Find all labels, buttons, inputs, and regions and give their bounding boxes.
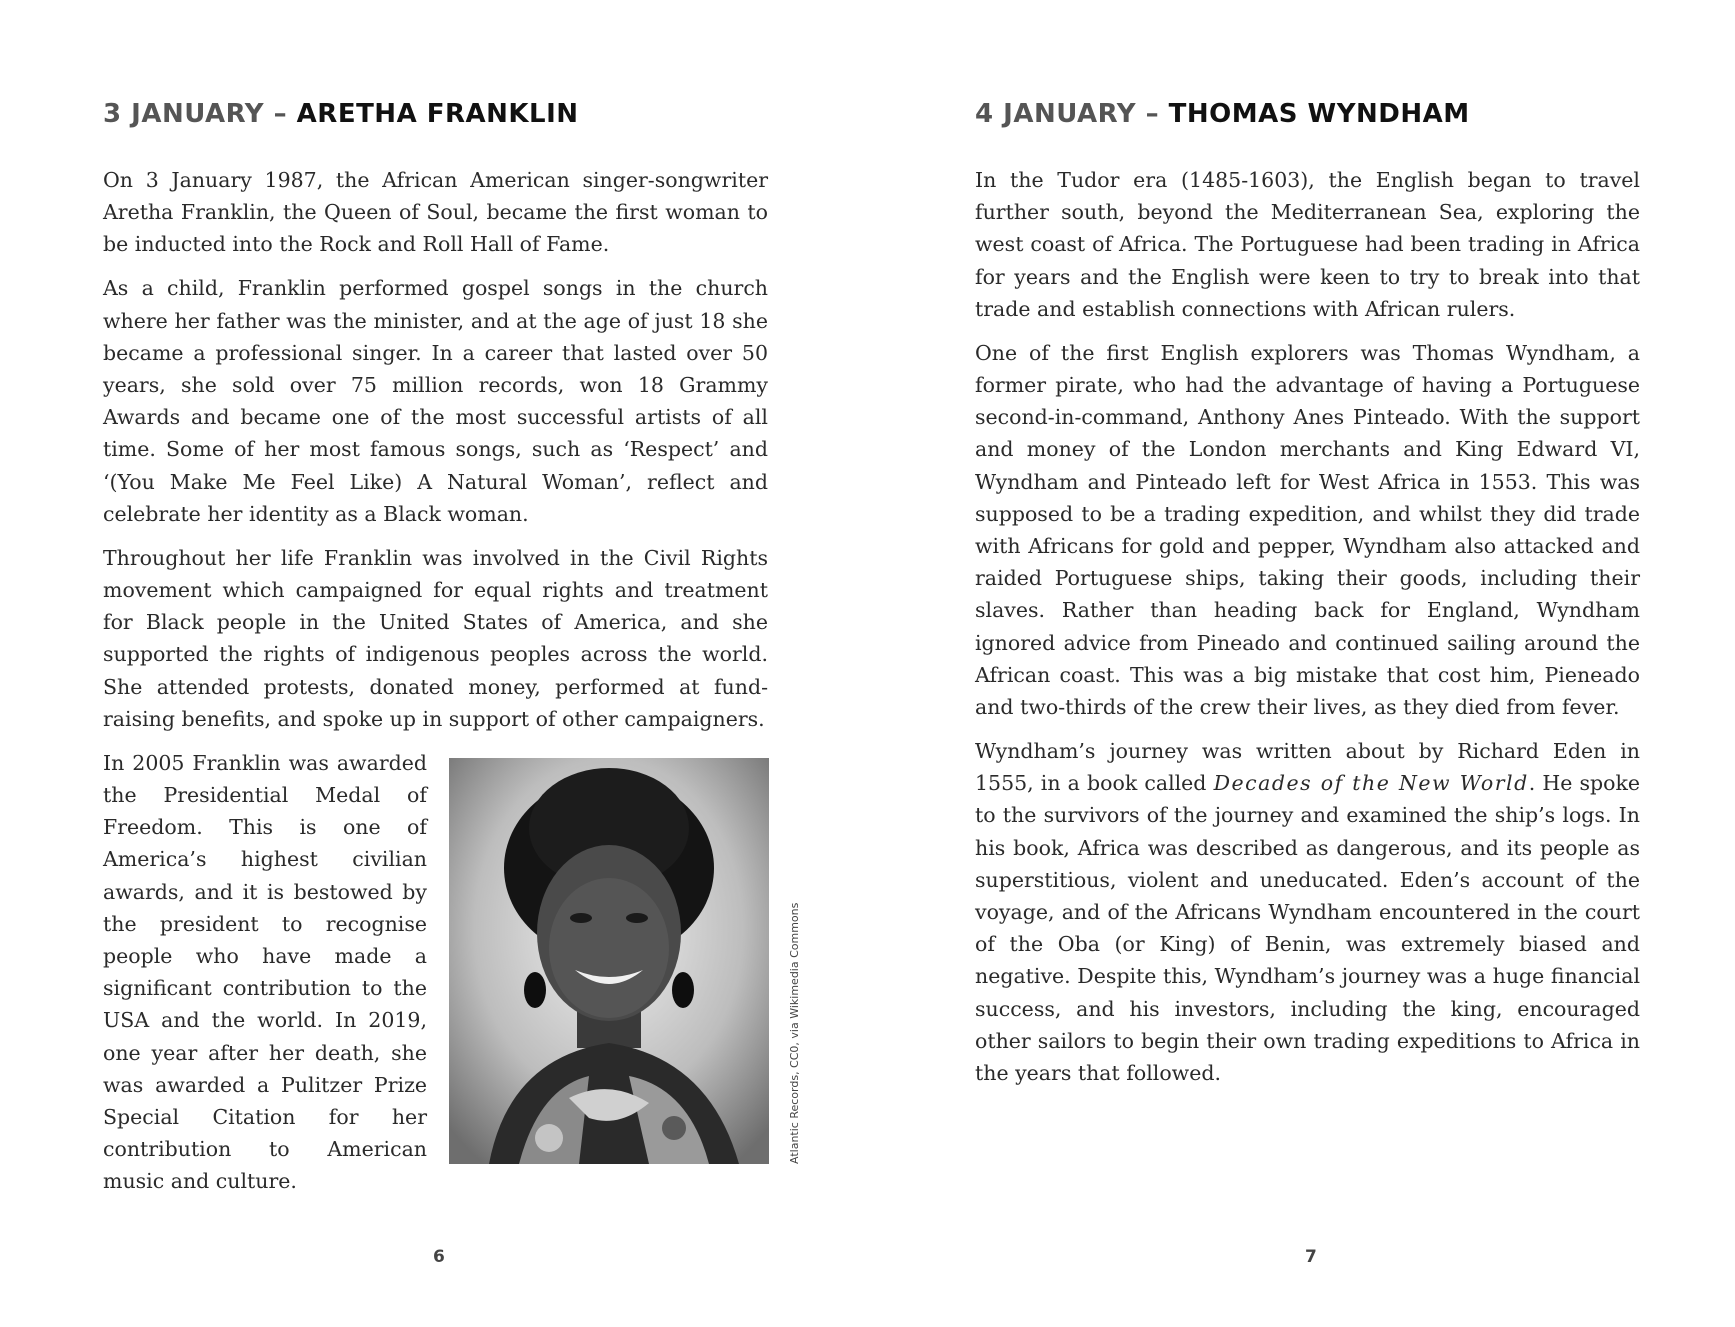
paragraph-text: Wyndham’s journey was written about by Richard Eden in 1555, in a book called bbox=[975, 739, 1640, 796]
right-page bbox=[975, 0, 1640, 1327]
heading-name: THOMAS WYNDHAM bbox=[1168, 99, 1470, 129]
page-number: 7 bbox=[1305, 1247, 1317, 1267]
paragraph: In 2005 Franklin was awarded the Presidential Medal of Freedom. This is one of America’s highest civilian awards, and it is bestowed by the president to recognise people who have made a significant contribution to the USA and the world. In 2019, one year after her death, she was awarded a Pulitzer Prize Special Citation for her contribution to American music and culture. bbox=[103, 750, 427, 1194]
heading-date: 4 JANUARY bbox=[975, 99, 1137, 129]
paragraph: Throughout her life Franklin was involved in the Civil Rights movement which campaigned for equal rights and treatment for Black people in the United States of America, and she supported the rights of indigenous peoples across the world. She attended protests, donated money, performed at fund-raising benefits, and spoke up in support of other campaigners. bbox=[103, 545, 768, 731]
paragraph: One of the first English explorers was Thomas Wyndham, a former pirate, who had the advantage of having a Portuguese second-in-command, Anthony Anes Pinteado. With the support and money of the London merchants and King Edward VI, Wyndham and Pinteado left for West Africa in 1553. This was supposed to be a trading expedition, and whilst they did trade with Africans for gold and pepper, Wyndham also attacked and raided Portuguese ships, taking their goods, including their slaves. Rather than heading back for England, Wyndham ignored advice from Pineado and continued sailing around the African coast. This was a big mistake that cost him, Pieneado and two-thirds of the crew their lives, as they died from fever. bbox=[975, 340, 1640, 720]
left-page bbox=[103, 0, 801, 1327]
aretha-franklin-portrait-photo bbox=[449, 758, 769, 1164]
right-page-body bbox=[975, 164, 1640, 1101]
heading-date: 3 JANUARY bbox=[103, 99, 265, 129]
heading-separator: – bbox=[264, 99, 297, 129]
portrait-illustration bbox=[449, 758, 769, 1164]
book-title: Decades of the New World bbox=[1213, 771, 1529, 796]
photo-credit: Atlantic Records, CC0, via Wikimedia Commons bbox=[788, 902, 801, 1164]
left-page-body bbox=[103, 164, 801, 1209]
paragraph-text: . He spoke to the survivors of the journey and examined the ship’s logs. In his book, Africa was described as dangerous, and its people as superstitious, violent and uneducated. Eden’s account of the voyage, and of the Africans Wyndham encountered in the court of the Oba (or King) of Benin, was extremely biased and negative. Despite this, Wyndham’s journey was a huge financial success, and his investors, including the king, encouraged other sailors to begin their own trading expeditions to Africa in the years that followed. bbox=[975, 771, 1640, 1086]
heading-separator: – bbox=[1136, 99, 1169, 129]
entry-heading-thomas-wyndham bbox=[975, 96, 1470, 132]
paragraph: As a child, Franklin performed gospel songs in the church where her father was the minister, and at the age of just 18 she became a professional singer. In a career that lasted over 50 years, she sold over 75 million records, won 18 Grammy Awards and became one of the most successful artists of all time. Some of her most famous songs, such as ‘Respect’ and ‘(You Make Me Feel Like) A Natural Woman’, reflect and celebrate her identity as a Black woman. bbox=[103, 276, 768, 526]
portrait-figure bbox=[449, 758, 801, 1166]
page-number: 6 bbox=[433, 1247, 445, 1267]
entry-heading-aretha-franklin bbox=[103, 96, 579, 132]
paragraph: In the Tudor era (1485-1603), the English began to travel further south, beyond the Mediterranean Sea, exploring the west coast of Africa. The Portuguese had been trading in Africa for years and the English were keen to try to break into that trade and establish connections with African rulers. bbox=[975, 168, 1640, 321]
paragraph: On 3 January 1987, the African American singer-songwriter Aretha Franklin, the Queen of Soul, became the first woman to be inducted into the Rock and Roll Hall of Fame. bbox=[103, 168, 768, 257]
paragraph bbox=[975, 735, 1640, 1089]
heading-name: ARETHA FRANKLIN bbox=[296, 99, 579, 129]
